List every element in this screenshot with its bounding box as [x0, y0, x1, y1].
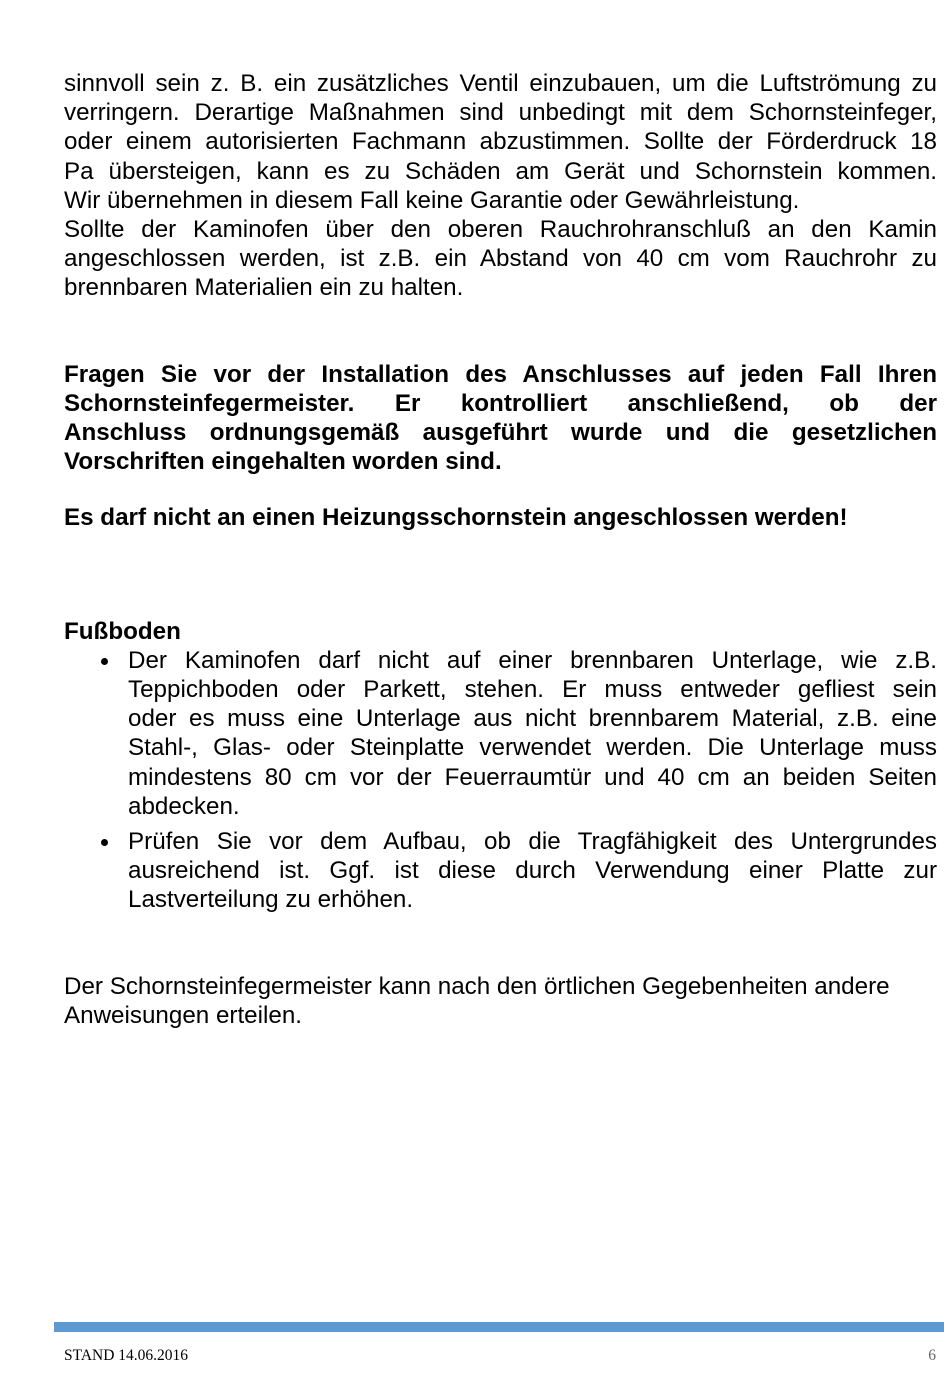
paragraph-draft-notice — [64, 69, 937, 303]
text-line: Es darf nicht an einen Heizungsschornstein angeschlossen werden! — [64, 504, 848, 532]
text-line: Sollte der Kaminofen über den oberen Rauchrohranschluß an den Kamin — [64, 216, 937, 244]
paragraph-ask-chimney-sweep — [64, 360, 937, 477]
text-line: Prüfen Sie vor dem Aufbau, ob die Tragfähigkeit des Untergrundes — [128, 828, 937, 856]
heading-text: Fußboden — [64, 617, 181, 645]
text-line: abdecken. — [128, 792, 240, 820]
section-heading — [64, 617, 937, 646]
text-line: Lastverteilung zu erhöhen. — [128, 886, 414, 914]
text-line: Stahl-, Glas- oder Steinplatte verwendet werden. Die Unterlage muss — [128, 734, 937, 762]
text-line: brennbaren Materialien ein zu halten. — [64, 274, 464, 302]
paragraph-closing — [64, 972, 937, 1030]
page-number: 6 — [928, 1347, 936, 1364]
text-line: Vorschriften eingehalten worden sind. — [64, 448, 502, 476]
text-line: Teppichboden oder Parkett, stehen. Er muss entweder gefliest sein — [128, 676, 937, 704]
text-line: Fragen Sie vor der Installation des Anschlusses auf jeden Fall Ihren — [64, 360, 937, 388]
text-line: Anweisungen erteilen. — [64, 1001, 303, 1029]
text-line: verringern. Derartige Maßnahmen sind unbedingt mit dem Schornsteinfeger, — [64, 99, 937, 127]
text-line: oder einem autorisierten Fachmann abzustimmen. Sollte der Förderdruck 18 — [64, 128, 937, 156]
text-line: Wir übernehmen in diesem Fall keine Garantie oder Gewährleistung. — [64, 186, 800, 214]
text-line: mindestens 80 cm vor der Feuerraumtür und 40 cm an beiden Seiten — [128, 763, 937, 791]
paragraph-warning — [64, 503, 937, 532]
bullet-icon — [101, 658, 108, 665]
footer-divider — [54, 1322, 944, 1332]
text-line: Anschluss ordnungsgemäß ausgeführt wurde und die gesetzlichen — [64, 419, 937, 447]
text-line: Schornsteinfegermeister. Er kontrolliert anschließend, ob der — [64, 389, 937, 417]
text-line: oder es muss eine Unterlage aus nicht brennbarem Material, z.B. eine — [128, 705, 937, 733]
footer-stand-date: STAND 14.06.2016 — [64, 1347, 189, 1364]
text-line: Der Schornsteinfegermeister kann nach den örtlichen Gegebenheiten andere — [64, 972, 890, 1000]
bullet-list — [64, 646, 937, 915]
text-line: sinnvoll sein z. B. ein zusätzliches Ventil einzubauen, um die Luftströmung zu — [64, 70, 937, 97]
text-line: angeschlossen werden, ist z.B. ein Abstand von 40 cm vom Rauchrohr zu — [64, 245, 937, 273]
text-line: ausreichend ist. Ggf. ist diese durch Verwendung einer Platte zur — [128, 857, 937, 885]
bullet-icon — [101, 839, 108, 846]
text-line: Pa übersteigen, kann es zu Schäden am Gerät und Schornstein kommen. — [64, 157, 937, 185]
list-item — [64, 827, 937, 915]
document-page — [64, 69, 937, 1030]
list-item — [64, 646, 937, 821]
text-line: Der Kaminofen darf nicht auf einer brennbaren Unterlage, wie z.B. — [128, 646, 937, 674]
